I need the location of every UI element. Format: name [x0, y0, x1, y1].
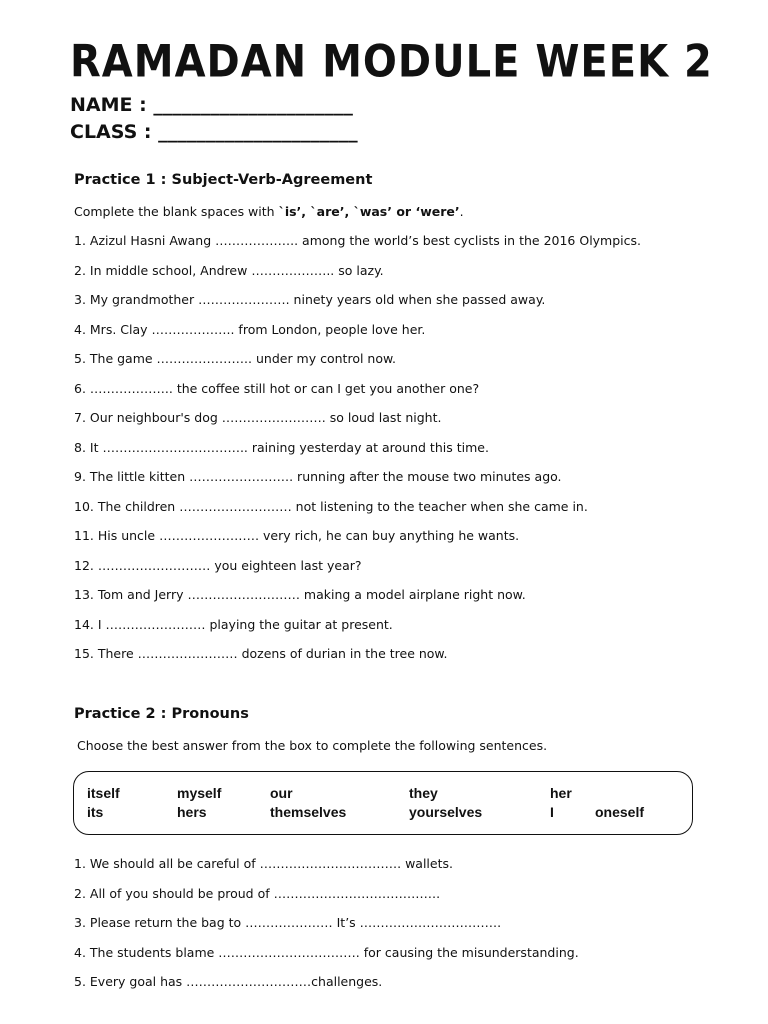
word-option: our	[270, 785, 293, 801]
practice-1-question: 10. The children ……………………… not listening to the teacher when she came in.	[74, 499, 588, 514]
practice-1-question: 5. The game ………………….. under my control now.	[74, 351, 397, 366]
word-option: its	[87, 804, 104, 820]
name-field: NAME : _____________________	[70, 94, 353, 116]
class-field: CLASS : _____________________	[70, 121, 358, 143]
practice-2-heading: Practice 2 : Pronouns	[74, 706, 249, 722]
practice-1-question: 11. His uncle …………………… very rich, he can buy anything he wants.	[74, 528, 520, 543]
word-option: her	[550, 785, 572, 801]
practice-1-question: 2. In middle school, Andrew ……………….. so lazy.	[74, 263, 384, 278]
instruction-text: Complete the blank spaces with	[74, 204, 279, 219]
word-box	[73, 771, 693, 835]
practice-1-question: 7. Our neighbour's dog ……………………. so loud last night.	[74, 410, 442, 425]
practice-1-question: 8. It …………………………….. raining yesterday at around this time.	[74, 440, 489, 455]
practice-1-question: 15. There …………………… dozens of durian in the tree now.	[74, 646, 448, 661]
practice-1-instruction	[74, 204, 464, 219]
practice-1-question: 9. The little kitten ……………………. running after the mouse two minutes ago.	[74, 469, 562, 484]
instruction-end: .	[459, 204, 464, 219]
practice-2-instruction: Choose the best answer from the box to complete the following sentences.	[77, 738, 548, 753]
word-option: myself	[177, 785, 222, 801]
practice-1-question: 14. I …………………… playing the guitar at present.	[74, 617, 393, 632]
practice-2-question: 4. The students blame ……………………………. for causing the misunderstanding.	[74, 945, 579, 960]
practice-2-question: 1. We should all be careful of ……………………………. wallets.	[74, 856, 453, 871]
practice-2-question: 2. All of you should be proud of ………………………………….	[74, 886, 441, 901]
practice-1-question: 1. Azizul Hasni Awang ……………….. among the world’s best cyclists in the 2016 Olympics.	[74, 233, 642, 248]
word-option: oneself	[595, 804, 645, 820]
practice-2-question: 3. Please return the bag to ………………… It’s …………………………….	[74, 915, 502, 930]
practice-2-question: 5. Every goal has …………………………challenges.	[74, 974, 383, 989]
practice-1-question: 12. ……………………… you eighteen last year?	[74, 558, 362, 573]
practice-1-question: 4. Mrs. Clay ……………….. from London, people love her.	[74, 322, 426, 337]
practice-1-question: 3. My grandmother …………………. ninety years old when she passed away.	[74, 292, 546, 307]
word-option: I	[550, 804, 554, 820]
practice-1-question: 13. Tom and Jerry ……………………… making a model airplane right now.	[74, 587, 526, 602]
word-option: yourselves	[409, 804, 483, 820]
page-title: RAMADAN MODULE WEEK 2	[70, 36, 713, 88]
instruction-verbs: `is’, `are’, `was’ or ‘were’	[278, 204, 460, 219]
word-option: themselves	[270, 804, 347, 820]
practice-1-heading: Practice 1 : Subject-Verb-Agreement	[74, 172, 373, 188]
word-option: they	[409, 785, 438, 801]
word-option: hers	[177, 804, 207, 820]
practice-1-question: 6. ……………….. the coffee still hot or can I get you another one?	[74, 381, 480, 396]
word-option: itself	[87, 785, 120, 801]
